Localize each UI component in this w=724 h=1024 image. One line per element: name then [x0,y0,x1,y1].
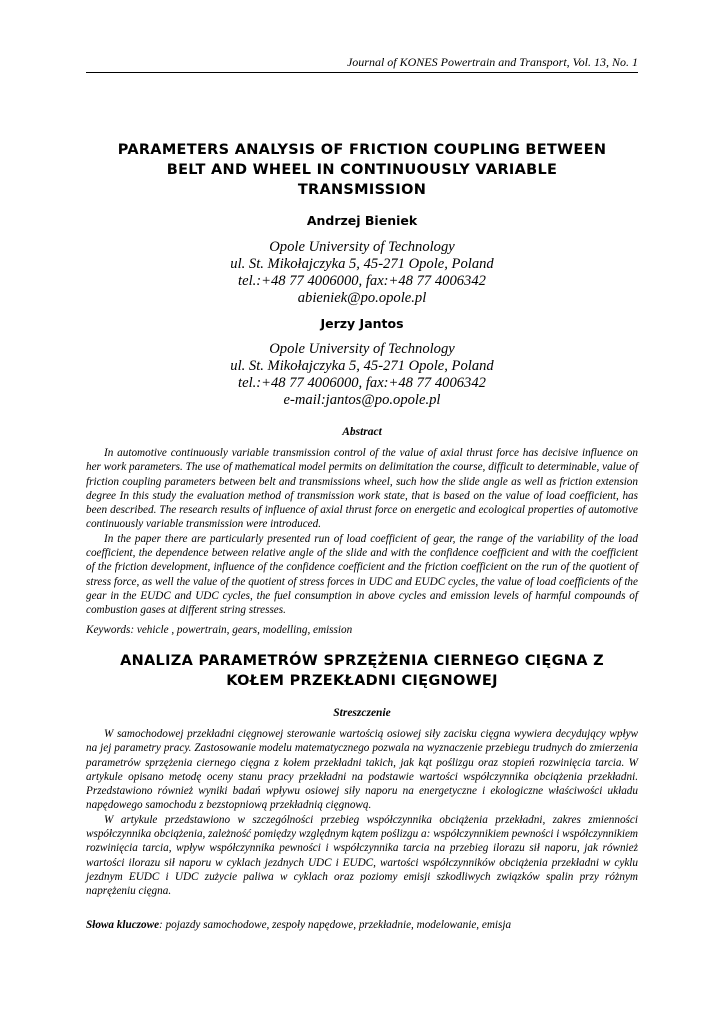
streszczenie-paragraph: W samochodowej przekładni cięgnowej sterowanie wartością osiowej siły zacisku cięgna wywiera decydujący wpływ na jej parametry pracy. Zastosowanie modelu matematycznego pozwala na wyznaczenie przebiegu trudnych do zmierzenia parametrów sprzężenia ciernego cięgna z kołem przekładni takich, jak kąt poślizgu oraz stopień rozwinięcia tarcia. W artykule opisano metodę oceny stanu pracy przekładni na podstawie wartości współczynnika obciążenia przekładni. Przedstawiono również wyniki badań wpływu osiowej siły naporu na energetyczne i ekologiczne właściwości układu napędowego samochodu z bezstopniową przekładnią cięgnową. [86,728,638,812]
title-line: TRANSMISSION [297,182,427,198]
author-affiliation [86,239,638,307]
affiliation-phone-fax: tel.:+48 77 4006000, fax:+48 77 4006342 [238,273,486,289]
affiliation-university: Opole University of Technology [269,239,455,255]
affiliation-email: abieniek@po.opole.pl [297,290,427,306]
affiliation-address: ul. St. Mikołajczyka 5, 45-271 Opole, Poland [230,358,494,374]
keywords-english: Keywords: vehicle , powertrain, gears, modelling, emission [86,624,353,636]
streszczenie-body [86,727,638,899]
abstract-paragraph: In automotive continuously variable transmission control of the value of axial thrust force has decisive influence on her work parameters. The use of mathematical model permits on delimitation the course, difficult to determinable, value of friction coupling parameters between belt and transmissions wheel, such how the slide angle as well as friction extension degree In this study the evaluation method of transmission work state, that is based on the value of load coefficient, has been described. The research results of influence of axial thrust force on energetic and ecological properties of automotive continuously variable transmission were introduced. [86,447,638,531]
keywords-label: Słowa kluczowe [86,919,160,931]
keywords-polish [86,918,638,932]
journal-header: Journal of KONES Powertrain and Transport, Vol. 13, No. 1 [346,55,638,69]
streszczenie-paragraph: W artykule przedstawiono w szczególności przebieg współczynnika obciążenia przekładni, zakres zmienności współczynnika obciążenia, zależność pomiędzy względnym kątem poślizgu a: współczynnikiem pewności i współczynnikiem rozwinięcia tarcia, wpływ współczynnika pewności i współczynnika tarcia na przebieg ilorazu sił naporu, jak również wartości ilorazu sił naporu w cyklach jezdnych UDC i EUDC, wartości współczynników obciążenia przekładni w cyklu jezdnym EUDC i UDC zużycie paliwa w cyklach oraz poziomy emisji szkodliwych związków spalin przy różnym naprężeniu cięgna. [86,813,638,898]
author-name: Jerzy Jantos [320,316,404,331]
title-line: PARAMETERS ANALYSIS OF FRICTION COUPLING BETWEEN [117,142,607,158]
keywords-text: : pojazdy samochodowe, zespoły napędowe, przekładnie, modelowanie, emisja [159,919,512,931]
affiliation-address: ul. St. Mikołajczyka 5, 45-271 Opole, Poland [230,256,494,272]
title-line: BELT AND WHEEL IN CONTINUOUSLY VARIABLE [166,162,558,178]
author-affiliation [86,341,638,409]
abstract-heading: Abstract [342,426,382,438]
affiliation-phone-fax: tel.:+48 77 4006000, fax:+48 77 4006342 [238,375,486,391]
abstract-paragraph: In the paper there are particularly presented run of load coefficient of gear, the range of the variability of the load coefficient, the dependence between relative angle of the slide and with the confidence coefficient and with the coefficient of the friction development, influence of the confidence coefficient and the friction coefficient on the run of the quotient of stress force, as well the value of the quotient of stress forces in UDC and EUDC cycles, the value of load coefficients of the gear in the EUDC and UDC cycles, the fuel consumption in above cycles and emission levels of harmful compounds of combustion gases at different string stresses. [86,532,638,617]
affiliation-university: Opole University of Technology [269,341,455,357]
abstract-body [86,446,638,618]
paper-title-polish [86,651,638,691]
title-line: KOŁEM PRZEKŁADNI CIĘGNOWEJ [226,673,498,689]
author-name: Andrzej Bieniek [306,213,418,228]
paper-title-english [86,140,638,200]
header-rule [86,72,638,73]
streszczenie-heading: Streszczenie [333,707,391,719]
affiliation-email: e-mail:jantos@po.opole.pl [283,392,441,408]
title-line: ANALIZA PARAMETRÓW SPRZĘŻENIA CIERNEGO CIĘGNA Z [120,653,604,669]
